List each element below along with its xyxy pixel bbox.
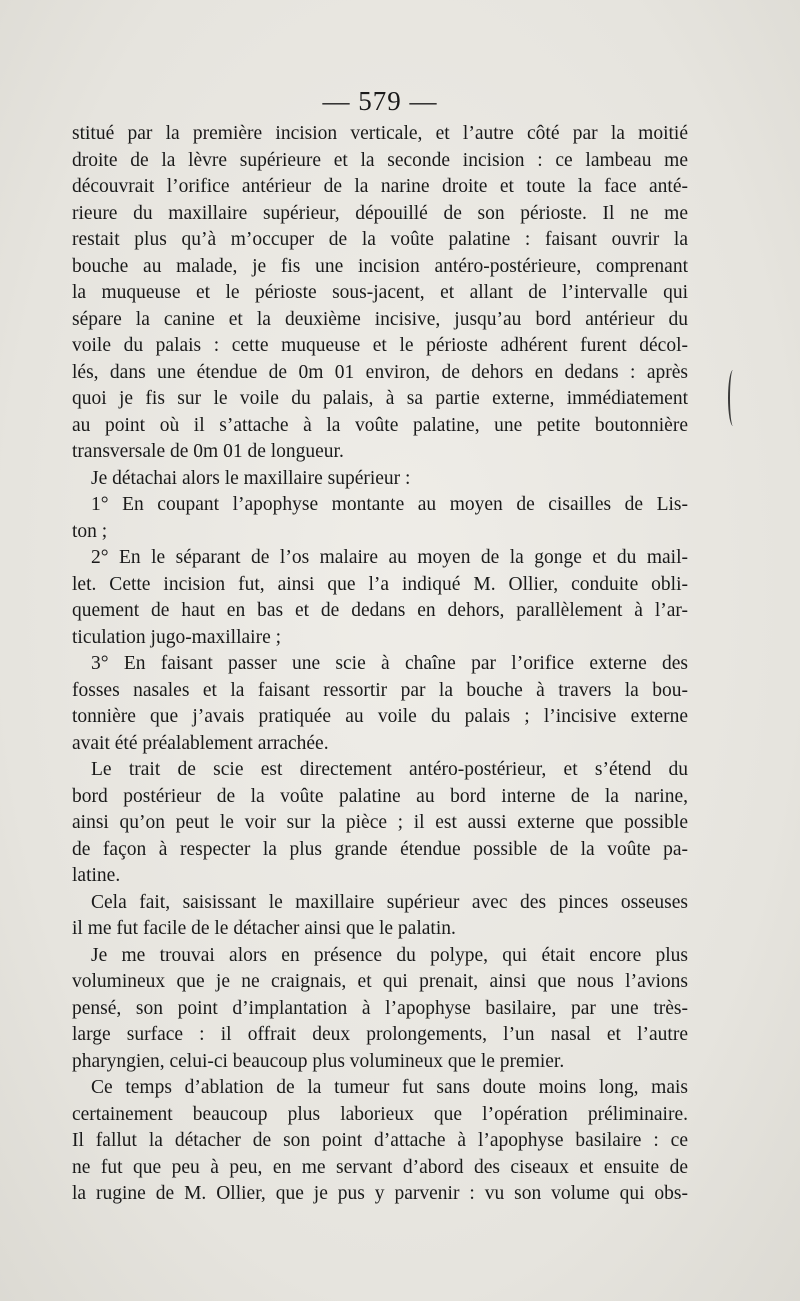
text-line: ton ; — [72, 520, 108, 542]
text-line: Ce temps d’ablation de la tumeur fut sans doute moins long, mais — [91, 1077, 688, 1098]
text-line: 2° En le séparant de l’os malaire au moyen de la gonge et du mail- — [91, 547, 688, 568]
text-line: au point où il s’attache à la voûte palatine, une petite boutonnière — [72, 414, 688, 436]
text-line: Il fallut la détacher de son point d’attache à l’apophyse basilaire : ce — [72, 1130, 688, 1151]
text-line: il me fut facile de le détacher ainsi que le palatin. — [72, 918, 456, 939]
text-line: stitué par la première incision verticale, et l’autre côté par la moitié — [72, 123, 688, 144]
text-line: Je détachai alors le maxillaire supérieur : — [91, 467, 411, 489]
text-line: rieure du maxillaire supérieur, dépouillé de son périoste. Il ne me — [72, 202, 688, 224]
text-line: fosses nasales et la faisant ressortir par la bouche à travers la bou- — [72, 679, 688, 701]
text-line: pharyngien, celui-ci beaucoup plus volumineux que le premier. — [72, 1050, 565, 1072]
text-line: voile du palais : cette muqueuse et le périoste adhérent furent décol- — [72, 335, 688, 356]
body-text — [72, 121, 688, 1208]
text-line: ticulation jugo-maxillaire ; — [72, 626, 282, 648]
text-line: Je me trouvai alors en présence du polype, qui était encore plus — [91, 944, 688, 966]
text-line: Cela fait, saisissant le maxillaire supérieur avec des pinces osseuses — [91, 891, 688, 913]
text-line: tonnière que j’avais pratiquée au voile du palais ; l’incisive externe — [72, 706, 688, 727]
text-line: transversale de 0m 01 de longueur. — [72, 441, 344, 462]
text-line: la rugine de M. Ollier, que je pus y parvenir : vu son volume qui obs- — [72, 1183, 688, 1204]
text-line: large surface : il offrait deux prolongements, l’un nasal et l’autre — [72, 1024, 688, 1045]
text-line: bord postérieur de la voûte palatine au bord interne de la narine, — [72, 785, 688, 807]
text-line: découvrait l’orifice antérieur de la narine droite et toute la face anté- — [72, 176, 688, 197]
text-line: volumineux que je ne craignais, et qui prenait, ainsi que nous l’avions — [72, 971, 688, 992]
text-line: de façon à respecter la plus grande étendue possible de la voûte pa- — [72, 838, 688, 860]
text-line: ainsi qu’on peut le voir sur la pièce ; il est aussi externe que possible — [72, 812, 688, 833]
text-line: ne fut que peu à peu, en me servant d’abord des ciseaux et ensuite de — [72, 1156, 688, 1178]
text-line: la muqueuse et le périoste sous-jacent, et allant de l’intervalle qui — [72, 282, 688, 303]
text-line: droite de la lèvre supérieure et la seconde incision : ce lambeau me — [72, 149, 688, 171]
text-line: quement de haut en bas et de dedans en dehors, parallèlement à l’ar- — [72, 600, 688, 621]
page-number: — 579 — — [322, 86, 438, 116]
text-line: restait plus qu’à m’occuper de la voûte palatine : faisant ouvrir la — [72, 229, 688, 250]
text-line: pensé, son point d’implantation à l’apophyse basilaire, par une très- — [72, 997, 688, 1019]
text-line: lés, dans une étendue de 0m 01 environ, de dehors en dedans : après — [72, 361, 688, 383]
text-line: Le trait de scie est directement antéro-postérieur, et s’étend du — [91, 759, 688, 780]
margin-bracket-mark — [728, 370, 738, 426]
text-line: 3° En faisant passer une scie à chaîne par l’orifice externe des — [91, 653, 688, 674]
text-line: let. Cette incision fut, ainsi que l’a indiqué M. Ollier, conduite obli- — [72, 573, 688, 595]
text-line: 1° En coupant l’apophyse montante au moyen de cisailles de Lis- — [91, 494, 688, 515]
text-line: sépare la canine et la deuxième incisive, jusqu’au bord antérieur du — [72, 308, 688, 330]
text-line: quoi je fis sur le voile du palais, à sa partie externe, immédiatement — [72, 388, 688, 409]
text-line: latine. — [72, 865, 121, 886]
text-line: avait été préalablement arrachée. — [72, 732, 329, 754]
text-line: certainement beaucoup plus laborieux que l’opération préliminaire. — [72, 1103, 688, 1125]
text-line: bouche au malade, je fis une incision antéro-postérieure, comprenant — [72, 255, 688, 277]
